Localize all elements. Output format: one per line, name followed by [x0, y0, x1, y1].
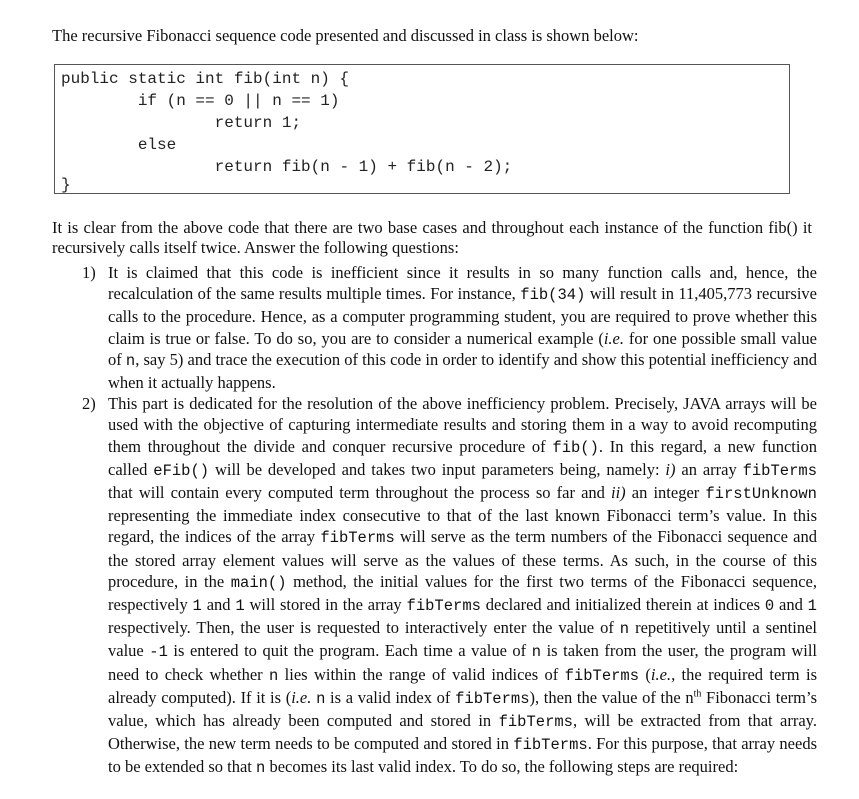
question-text: repetitively until a sentinel value	[108, 618, 817, 661]
question-text: and	[201, 595, 236, 615]
inline-code: eFib()	[153, 461, 210, 480]
inline-code: fibTerms	[320, 529, 395, 548]
code-line: else	[61, 136, 177, 154]
intro-text: The recursive Fibonacci sequence code presented and discussed in class is shown below:	[52, 26, 639, 45]
inline-code: fib()	[552, 438, 599, 457]
question-text: . In this regard, a new function called	[108, 436, 817, 479]
inline-code: n	[316, 689, 326, 708]
question-text: is taken from the user, the program will need to check whether	[108, 641, 817, 684]
italic-text: i.e.,	[650, 664, 676, 684]
inline-code: fib(34)	[520, 286, 586, 305]
question-text: method, the initial values for the first two terms of the Fibonacci sequence, respectively	[108, 571, 817, 615]
inline-code: 1	[192, 597, 202, 616]
question-text: is entered to quit the program. Each time a value of	[167, 641, 532, 661]
inline-code: fibTerms	[513, 736, 588, 755]
code-block	[54, 64, 790, 194]
question-text: , say 5) and trace the execution of this code in order to identify and show this potential inefficiency and when it actually happens.	[108, 349, 817, 393]
question-text: lies within the range of valid indices of	[278, 664, 565, 684]
question-text: an integer	[625, 483, 706, 503]
question-2	[52, 393, 817, 779]
question-list	[52, 262, 817, 780]
question-number: 1)	[82, 263, 96, 282]
question-text: representing the immediate index consecutive to that of the last known Fibonacci term’s value. In this regard, the indices of the array	[108, 506, 817, 547]
code-line: if (n == 0 || n == 1)	[61, 92, 340, 110]
inline-code: n	[531, 643, 542, 662]
question-text: declared and initialized therein at indices	[480, 595, 765, 615]
inline-code: 1	[235, 597, 245, 616]
code-line: return 1;	[61, 114, 302, 132]
question-text: respectively. Then, the user is requested to interactively enter the value of	[108, 618, 620, 638]
inline-code: fibTerms	[406, 597, 481, 616]
superscript: th	[693, 688, 702, 700]
question-text: ), then the value of the n	[529, 687, 694, 707]
question-text: for one possible small value of	[108, 328, 817, 369]
question-text: will serve as the term numbers of the Fibonacci sequence and the stored array element values will serve as the values of these terms. As such, in the course of this procedure, in the	[108, 527, 818, 591]
italic-text: i)	[665, 459, 676, 479]
question-1	[52, 262, 817, 393]
inline-code: fibTerms	[564, 666, 640, 685]
question-text: Fibonacci term’s value, which has already been computed and stored in	[108, 687, 817, 731]
italic-text: i.e.	[603, 328, 625, 348]
question-text: is a valid index of	[325, 687, 456, 707]
inline-code: n	[269, 666, 279, 685]
italic-text: ii)	[611, 483, 626, 503]
inline-code: 1	[807, 597, 817, 616]
question-text: This part is dedicated for the resolution of the above inefficiency problem. Precisely, JAVA arrays will be used with the objective of capturing intermediate results and storing them in a way to avoid recomputing them throughout the divide and conquer recursive procedure of	[108, 394, 817, 456]
inline-code: fibTerms	[498, 713, 573, 732]
question-text: . For this purpose, that array needs to be extended so that	[108, 734, 817, 777]
inline-code: firstUnknown	[705, 485, 817, 504]
question-number: 2)	[82, 394, 96, 414]
question-text: will result in 11,405,773 recursive calls to the procedure. Hence, as a computer programming student, you are required to prove whether this claim is true or false. To do so, you are to consider a numerical example (	[108, 284, 817, 348]
code-line: public static int fib(int n) {	[61, 70, 350, 88]
inline-code: fibTerms	[455, 689, 530, 708]
question-text: (	[639, 664, 651, 684]
question-text: and	[774, 595, 808, 615]
inline-code: 0	[764, 597, 775, 616]
inline-code: -1	[149, 643, 168, 662]
question-text: will stored in the array	[244, 595, 407, 615]
question-text: an array	[675, 459, 743, 479]
inline-code: n	[256, 759, 266, 778]
inline-code: fibTerms	[742, 461, 817, 480]
inline-code: n	[619, 620, 630, 639]
code-line: }	[61, 176, 71, 194]
question-text: that will contain every computed term throughout the process so far and	[108, 483, 611, 503]
question-text: will be developed and takes two input parameters being, namely:	[209, 459, 666, 479]
question-text: the required term is already computed). If it is (	[108, 664, 817, 707]
question-text: becomes its last valid index. To do so, the following steps are required:	[265, 757, 739, 777]
inline-code: n	[125, 351, 136, 370]
question-text: , will be extracted from that array. Otherwise, the new term needs to be computed and stored in	[108, 711, 817, 754]
code-line: return fib(n - 1) + fib(n - 2);	[61, 158, 513, 176]
question-text: It is claimed that this code is inefficient since it results in so many function calls and, hence, the recalculation of the same results multiple times. For instance,	[108, 263, 817, 304]
inline-code: main()	[230, 573, 287, 592]
italic-text: i.e.	[291, 687, 312, 707]
description-paragraph: It is clear from the above code that there are two base cases and throughout each instance of the function fib() it recursively calls itself twice. Answer the following questions:	[52, 218, 812, 257]
